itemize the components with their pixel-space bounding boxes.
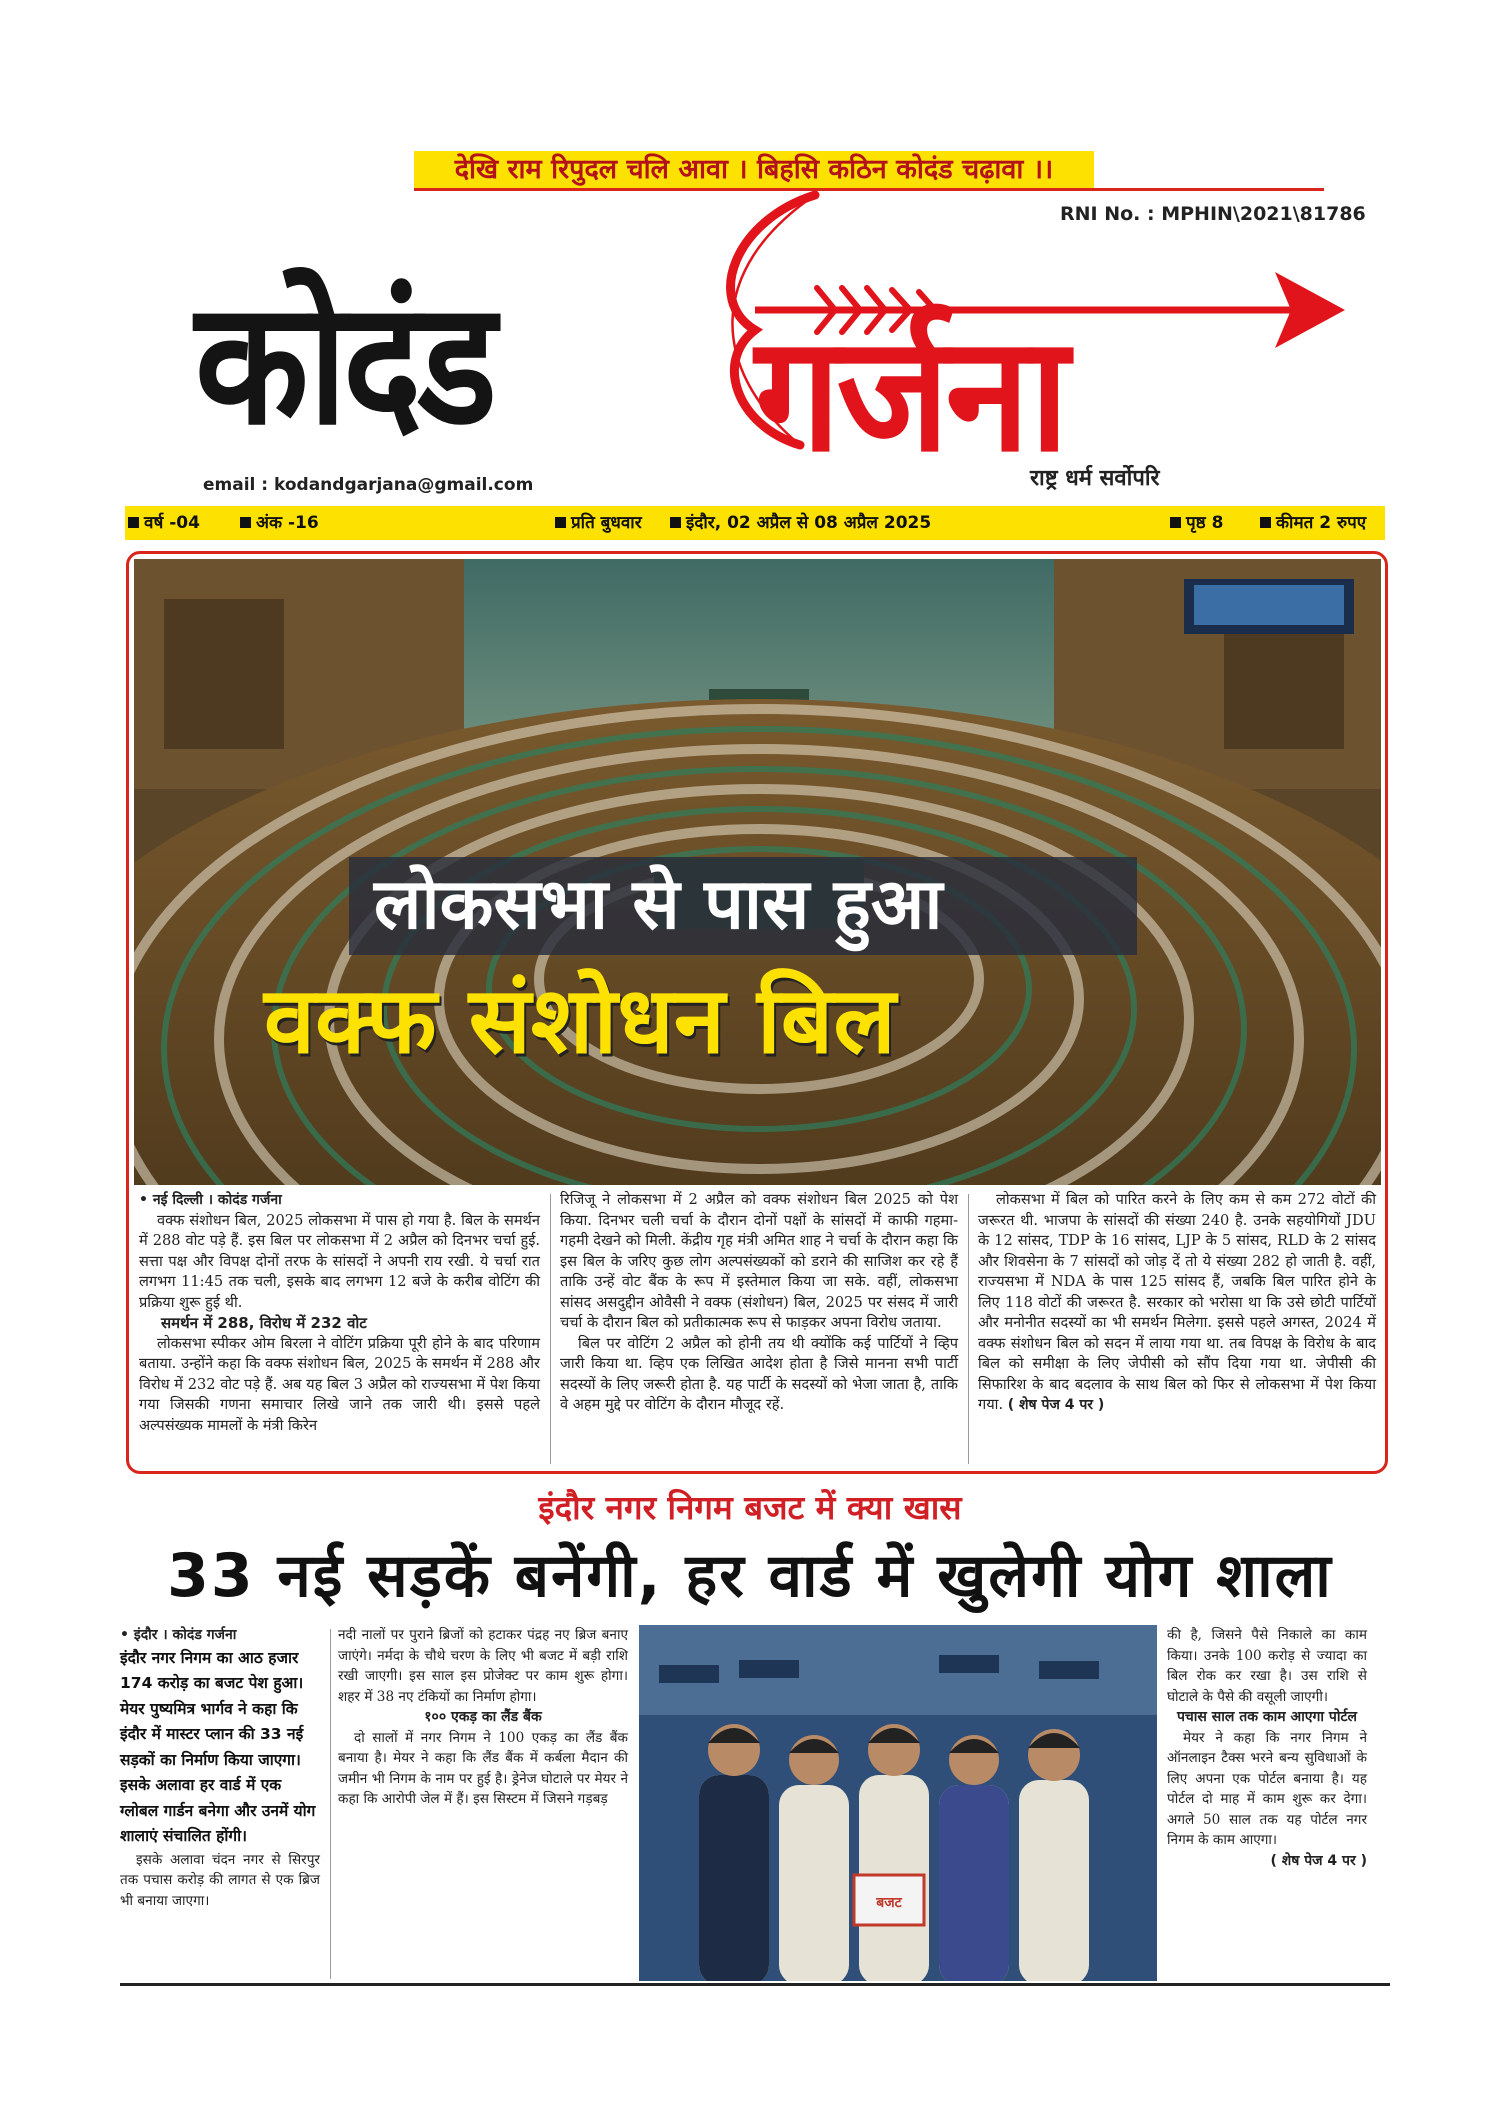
lead-column-3 xyxy=(978,1190,1376,1416)
second-column-2 xyxy=(338,1625,628,1810)
continued-link[interactable]: ( शेष पेज 4 पर ) xyxy=(1270,1852,1367,1869)
group-photo-illustration xyxy=(639,1625,1157,1981)
lead-paragraph: लोकसभा स्पीकर ओम बिरला ने वोटिंग प्रक्रिया पूरी होने के बाद परिणाम बताया. उन्होंने कहा कि वक्फ संशोधन बिल, 2025 के समर्थन में 288 और विरोध में 232 वोट पड़े हैं. अब यह बिल 3 अप्रैल को राज्यसभा में पेश किया गया जिसकी गणना समाचार लिखे जाने तक जारी थी। इससे पहले अल्पसंख्यक मामलों के मंत्री किरेन xyxy=(139,1334,540,1434)
bullet-square-icon xyxy=(128,517,139,528)
rni-number: RNI No. : MPHIN\2021\81786 xyxy=(1060,203,1366,225)
second-column-1 xyxy=(120,1625,320,1911)
second-paragraph: नदी नालों पर पुराने ब्रिजों को हटाकर पंद्रह नए ब्रिज बनाए जाएंगे। नर्मदा के चौथे चरण के लिए भी बजट में बड़ी राशि रखी जाएगी। इस साल इस प्रोजेक्ट पर काम शुरू होगा। शहर में 38 नए टंकियों का निर्माण होगा। xyxy=(338,1627,628,1705)
lead-column-1 xyxy=(139,1190,540,1436)
second-intro: इंदौर नगर निगम का आठ हजार 174 करोड़ का बजट पेश हुआ। मेयर पुष्यमित्र भार्गव ने कहा कि इंदौर में मास्टर प्लान की 33 नई सड़कों का निर्माण किया जाएगा। इसके अलावा हर वार्ड में एक ग्लोबल गार्डन बनेगा और उनमें योग शालाएं संचालित होंगी। xyxy=(120,1648,316,1845)
lead-dateline: • नई दिल्ली । कोदंड गर्जना xyxy=(139,1192,282,1208)
lead-headline-line2: वक्फ संशोधन बिल xyxy=(264,967,896,1074)
column-divider xyxy=(968,1194,969,1464)
pages-info: पृष्ठ 8 xyxy=(1170,506,1223,540)
year-info: वर्ष -04 xyxy=(128,506,200,540)
logo-word-kodand: कोदंड xyxy=(195,264,493,463)
bullet-square-icon xyxy=(555,517,566,528)
frequency-info: प्रति बुधवार xyxy=(555,506,642,540)
second-subhead: १०० एकड़ का लैंड बैंक xyxy=(424,1709,542,1725)
second-story-headline: 33 नई सड़कें बनेंगी, हर वार्ड में खुलेगी योग शाला xyxy=(167,1541,1333,1611)
lead-story xyxy=(126,551,1388,1474)
issue-info-bar xyxy=(125,506,1385,540)
second-paragraph: मेयर ने कहा कि नगर निगम ने ऑनलाइन टैक्स भरने बन्य सुविधाओं के लिए अपना एक पोर्टल बनाया है। यह पोर्टल दो माह में काम शुरू कर देगा। अगले 50 साल तक यह पोर्टल नगर निगम के काम आएगा। xyxy=(1167,1729,1367,1848)
lead-paragraph: लोकसभा में बिल को पारित करने के लिए कम से कम 272 वोटों की जरूरत थी. भाजपा के सांसदों की संख्या 240 है. उनके सहयोगियों JDU के 12 सांसद, TDP के 16 सांसद, LJP के 5 सांसद, RLD के 2 सांसद और शिवसेना के 7 सांसदों को जोड़ दें तो ये संख्या 282 हो जाती है. वहीं, राज्यसभा में NDA के पास 125 सांसद हैं, जबकि बिल पारित होने के लिए 118 वोटों की जरूरत है. सरकार को भरोसा था कि उसे छोटी पार्टियों और मनोनीत सदस्यों का भी समर्थन मिलेगा. इससे पहले अगस्त, 2024 में वक्फ संशोधन बिल को सदन में लाया गया था. तब विपक्ष के विरोध के बाद बिल को समीक्षा के लिए जेपीसी को सौंप दिया गया था. जेपीसी की सिफारिश के बाद बदलाव के साथ बिल को फिर से लोकसभा में पेश किया गया. ( शेष पेज 4 पर ) xyxy=(978,1191,1376,1413)
tagline-rule xyxy=(1094,188,1324,191)
lead-headline-line1: लोकसभा से पास हुआ xyxy=(374,863,943,945)
masthead-tagline: देखि राम रिपुदल चलि आवा । बिहसि कठिन कोदंड चढ़ावा ।। xyxy=(414,151,1094,191)
lead-subhead: समर्थन में 288, विरोध में 232 वोट xyxy=(161,1314,367,1332)
masthead-motto: राष्ट्र धर्म सर्वोपरि xyxy=(1030,466,1160,491)
page-bottom-rule xyxy=(120,1983,1390,1986)
second-story-kicker: इंदौर नगर निगम बजट में क्या खास xyxy=(538,1488,962,1527)
second-paragraph: इसके अलावा चंदन नगर से सिरपुर तक पचास करोड़ की लागत से एक ब्रिज भी बनाया जाएगा। xyxy=(120,1851,320,1909)
bullet-square-icon xyxy=(670,517,681,528)
lead-paragraph: रिजिजू ने लोकसभा में 2 अप्रैल को वक्फ संशोधन बिल 2025 को पेश किया. दिनभर चली चर्चा के दौरान दोनों पक्षों के सांसदों में काफी गहमा-गहमी देखने को मिली. केंद्रीय गृह मंत्री अमित शाह ने चर्चा के दौरान कहा कि इस बिल के जरिए कुछ लोग अल्पसंख्यकों को डराने की साजिश कर रहे हैं ताकि उन्हें वोट बैंक के रूप में इस्तेमाल किया जा सके. वहीं, लोकसभा सांसद असदुद्दीन ओवैसी ने वक्फ (संशोधन) बिल, 2025 पर संसद में जारी चर्चा के दौरान बिल को प्रतीकात्मक रूप से फाड़कर अपना विरोध जताया. xyxy=(560,1191,958,1331)
second-story xyxy=(120,1625,1390,1980)
lead-paragraph: वक्फ संशोधन बिल, 2025 लोकसभा में पास हो गया है. बिल के समर्थन में 288 वोट पड़े हैं. इस बिल पर लोकसभा में 2 अप्रैल को दिनभर चर्चा हुई. सत्ता पक्ष और विपक्ष दोनों तरफ के सांसदों ने अपनी राय रखी. ये चर्चा रात लगभग 11:45 तक चली, इसके बाद लगभग 12 बजे के करीब वोटिंग की प्रक्रिया शुरू हुई थी. xyxy=(139,1211,540,1311)
second-paragraph: की है, जिसने पैसे निकाले का काम किया। उनके 100 करोड़ से ज्यादा का बिल रोक कर रखा है। उस राशि से घोटाले के पैसे की वसूली जाएगी। xyxy=(1167,1627,1367,1705)
bullet-square-icon xyxy=(1260,517,1271,528)
second-dateline: • इंदौर । कोदंड गर्जना xyxy=(120,1627,237,1643)
dateline-info: इंदौर, 02 अप्रैल से 08 अप्रैल 2025 xyxy=(670,506,931,540)
column-divider xyxy=(550,1194,551,1464)
second-subhead: पचास साल तक काम आएगा पोर्टल xyxy=(1176,1709,1358,1725)
lead-paragraph: बिल पर वोटिंग 2 अप्रैल को होनी तय थी क्योंकि कई पार्टियों ने व्हिप जारी किया था. व्हिप एक लिखित आदेश होता है जिसे मानना सभी पार्टी सदस्यों के लिए जरूरी होता है. यह पार्टी के सदस्यों को भेजा जाता है, ताकि वे अहम मुद्दे पर वोटिंग के दौरान मौजूद रहें. xyxy=(560,1334,958,1413)
bullet-square-icon xyxy=(1170,517,1181,528)
continued-link[interactable]: ( शेष पेज 4 पर ) xyxy=(1007,1397,1105,1413)
lead-story-columns xyxy=(139,1190,1379,1470)
contact-email[interactable]: email : kodandgarjana@gmail.com xyxy=(203,475,534,495)
second-column-3 xyxy=(1167,1625,1367,1871)
budget-board-label: बजट xyxy=(876,1895,902,1911)
issue-info: अंक -16 xyxy=(240,506,319,540)
parliament-photo xyxy=(134,559,1381,1185)
mayor-budget-photo xyxy=(639,1625,1157,1981)
column-divider xyxy=(330,1629,331,1979)
price-info: कीमत 2 रुपए xyxy=(1260,506,1366,540)
bullet-square-icon xyxy=(240,517,251,528)
logo-word-garjana: गर्जना xyxy=(755,301,1066,487)
lead-column-2 xyxy=(560,1190,958,1416)
second-paragraph: दो सालों में नगर निगम ने 100 एकड़ का लैंड बैंक बनाया है। मेयर ने कहा कि लैंड बैंक में कर्बला मैदान की जमीन भी निगम के नाम पर हुई है। ड्रेनेज घोटाले पर मेयर ने कहा कि आरोपी जेल में हैं। इस सिस्टम में जिसने गड़बड़ xyxy=(338,1729,628,1807)
